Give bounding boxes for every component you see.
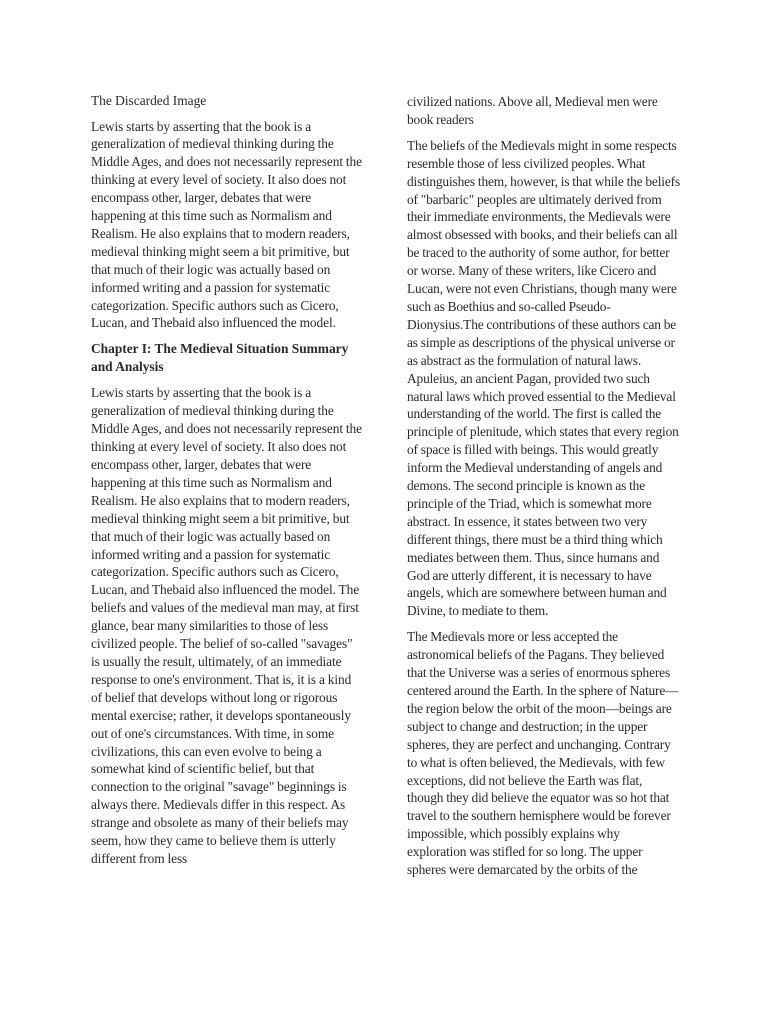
continuation-paragraph: civilized nations. Above all, Medieval men were book readers bbox=[407, 94, 658, 127]
right-column bbox=[407, 93, 681, 887]
document-title: The Discarded Image bbox=[91, 93, 207, 108]
chapter-paragraph: Lewis starts by asserting that the book is a generalization of medieval thinking during the Middle Ages, and does not necessarily represent the thinking at every level of society. It also does not encompass other, larger, debates that were happening at this time such as Normalism and Realism. He also explains that to modern readers, medieval thinking might seem a bit primitive, but that much of their logic was actually based on informed writing and a passion for systematic categorization. Specific authors such as Cicero, Lucan, and Thebaid also influenced the model. The beliefs and values of the medieval man may, at first glance, bear many similarities to those of less civilized people. The belief of so-called "savages" is usually the result, ultimately, of an immediate response to one's environment. That is, it is a kind of belief that develops without long or rigorous mental exercise; rather, it develops spontaneously out of one's circumstances. With time, in some civilizations, this can even evolve to being a somewhat kind of scientific belief, but that connection to the original "savage" beginnings is always there. Medievals differ in this respect. As strange and obsolete as many of their beliefs may seem, how they came to believe them is utterly different from less bbox=[91, 385, 362, 866]
paragraph-astronomy: The Medievals more or less accepted the astronomical beliefs of the Pagans. They believed that the Universe was a series of enormous spheres centered around the Earth. In the sphere of Nature—the region below the orbit of the moon—beings are subject to change and destruction; in the upper spheres, they are perfect and unchanging. Contrary to what is often believed, the Medievals, with few exceptions, did not believe the Earth was flat, though they did believe the equator was so hot that travel to the southern hemisphere would be forever impossible, which possibly explains why exploration was stifled for so long. The upper spheres were demarcated by the orbits of the bbox=[407, 629, 679, 878]
left-column bbox=[91, 92, 363, 876]
intro-paragraph: Lewis starts by asserting that the book is a generalization of medieval thinking during the Middle Ages, and does not necessarily represent the thinking at every level of society. It also does not encompass other, larger, debates that were happening at this time such as Normalism and Realism. He also explains that to modern readers, medieval thinking might seem a bit primitive, but that much of their logic was actually based on informed writing and a passion for systematic categorization. Specific authors such as Cicero, Lucan, and Thebaid also influenced the model. bbox=[91, 118, 362, 331]
chapter-heading: Chapter I: The Medieval Situation Summary and Analysis bbox=[91, 341, 349, 375]
paragraph-authors: The beliefs of the Medievals might in some respects resemble those of less civilized peoples. What distinguishes them, however, is that while the beliefs of "barbaric" peoples are ultimately derived from their immediate environments, the Medievals were almost obsessed with books, and their beliefs can all be traced to the authority of some author, for better or worse. Many of these writers, like Cicero and Lucan, were not even Christians, though many were such as Boethius and so-called Pseudo-Dionysius.The contributions of these authors can be as simple as descriptions of the physical universe or as abstract as the formulation of natural laws. Apuleius, an ancient Pagan, provided two such natural laws which proved essential to the Medieval understanding of the world. The first is called the principle of plenitude, which states that every region of space is filled with beings. This would greatly inform the Medieval understanding of angels and demons. The second principle is known as the principle of the Triad, which is somewhat more abstract. In essence, it states between two very different things, there must be a third thing which mediates between them. Thus, since humans and God are utterly different, it is necessary to have angels, which are somewhere between human and Divine, to mediate to them. bbox=[407, 137, 681, 619]
